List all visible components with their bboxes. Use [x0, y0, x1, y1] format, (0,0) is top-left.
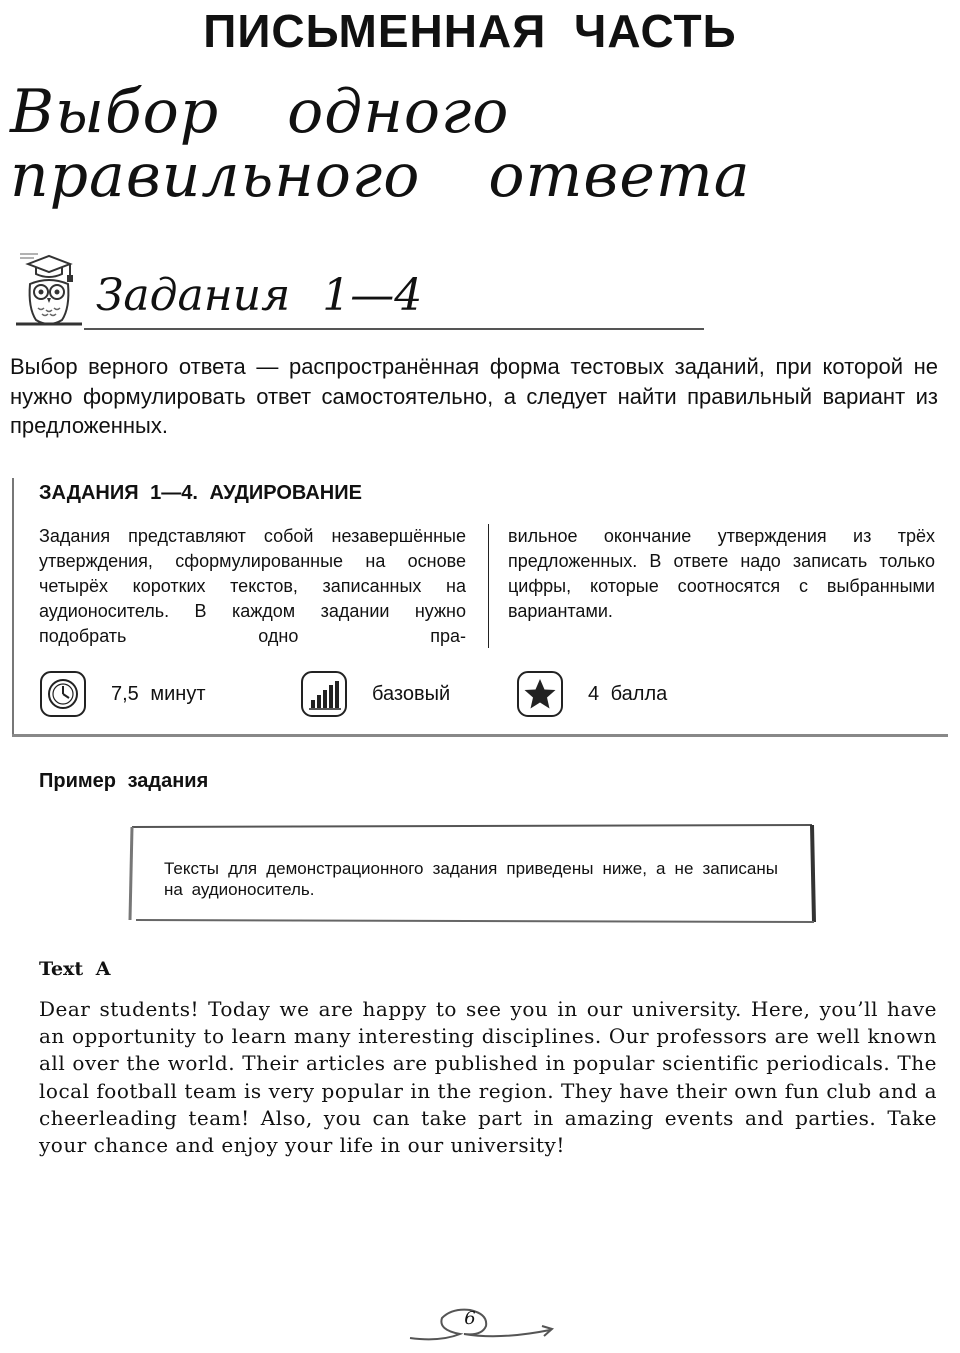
- text-a-body: Dear students! Today we are happy to see you in our university. Here, you’ll have an opportunity to learn many interesting disciplines. Our professors are well known all over the world. Their articles are published in popular scientific periodicals. The local football team is very popular in the region. They have their own fun club and a cheerleading team! Also, you can take part in amazing events and parties. Take your chance and enjoy your life in our university!: [39, 997, 937, 1158]
- stat-level-label: базовый: [372, 683, 451, 705]
- star-icon: [516, 670, 564, 718]
- owl-scholar-icon: [14, 250, 84, 330]
- section-title: Задания 1—4: [96, 270, 423, 321]
- notice-box: [128, 824, 818, 924]
- page-number: 6: [464, 1308, 476, 1329]
- part-title: ПИСЬМЕННАЯ ЧАСТЬ: [203, 5, 737, 57]
- notice-text: Тексты для демонстрационного задания приведены ниже, а не записаны на аудионоситель.: [164, 859, 778, 899]
- section-rule: [84, 328, 704, 330]
- example-heading: Пример задания: [39, 770, 209, 792]
- section-header: [14, 250, 704, 332]
- stat-level: [300, 670, 500, 720]
- stat-score-label: 4 балла: [588, 683, 668, 705]
- stat-score: [516, 670, 716, 720]
- bar-chart-icon: [300, 670, 348, 718]
- stat-time-label: 7,5 минут: [111, 683, 206, 705]
- chapter-title: Выбор одного правильного ответа: [10, 77, 751, 211]
- task-info-panel: [10, 478, 950, 740]
- stat-time: [39, 670, 279, 720]
- column-divider: [488, 524, 489, 648]
- panel-text-right: вильное окончание утверждения из трёх предложенных. В ответе надо записать только цифры, которые соотносятся с выбранными вариантами.: [508, 526, 935, 621]
- panel-text-left: Задания представляют собой незавершённые утверждения, сформулированные на основе четырёх коротких текстов, записанных на аудионоситель. В каждом задании нужно подобрать одно пра-: [39, 526, 466, 646]
- text-a-label: Text A: [39, 958, 111, 980]
- panel-border-left: [12, 478, 14, 736]
- clock-icon: [39, 670, 87, 718]
- intro-paragraph: Выбор верного ответа — распространённая форма тестовых заданий, при которой не нужно формулировать ответ самостоятельно, а следует найти правильный вариант из предложенных.: [10, 354, 938, 438]
- panel-border-bottom: [12, 734, 948, 737]
- panel-heading: ЗАДАНИЯ 1—4. АУДИРОВАНИЕ: [39, 482, 362, 504]
